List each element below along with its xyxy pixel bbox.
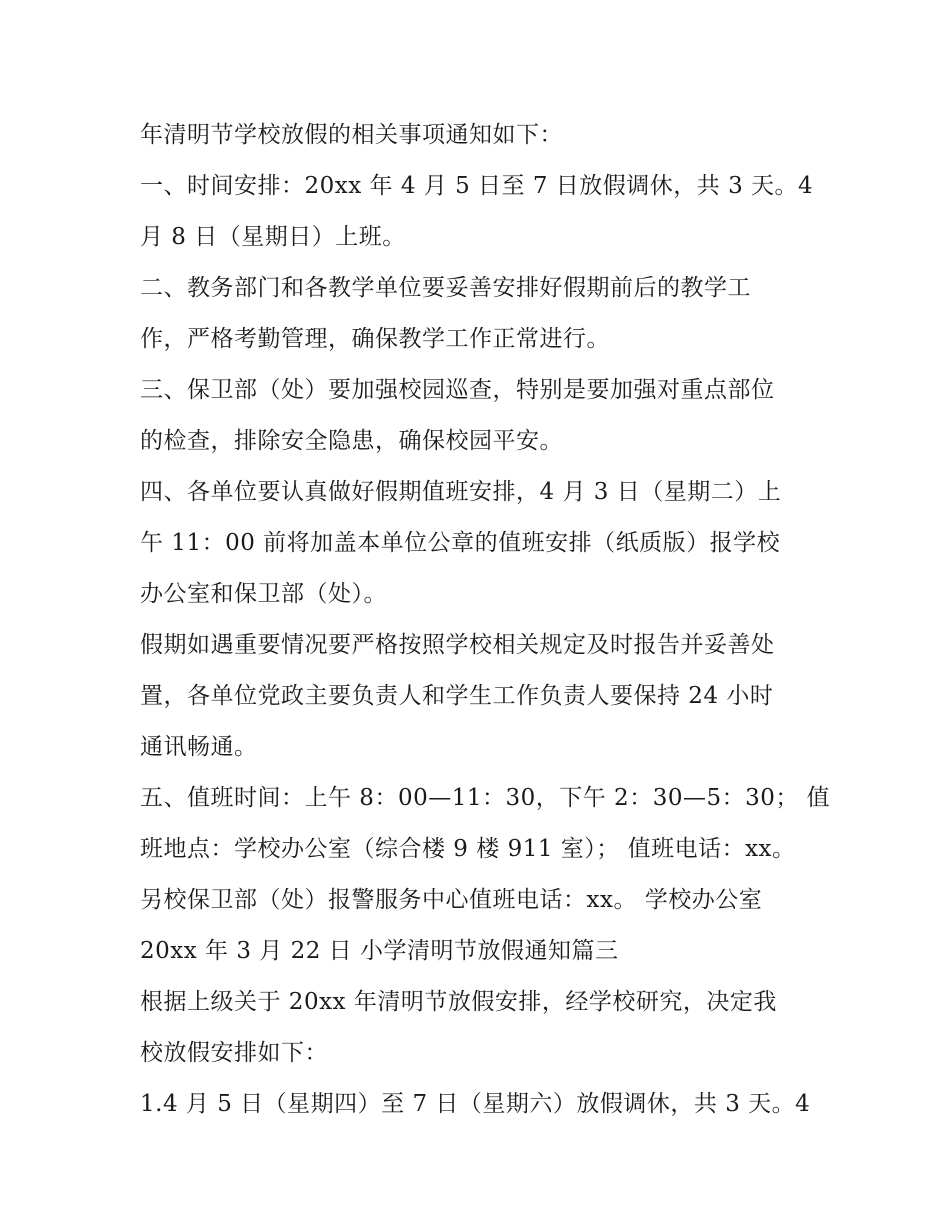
text-line: 办公室和保卫部（处）。 (140, 581, 387, 607)
text-line: 午 11：00 前将加盖本单位公章的值班安排（纸质版）报学校 (140, 530, 781, 556)
text-line: 班地点：学校办公室（综合楼 9 楼 911 室）； 值班电话：xx。 (140, 836, 796, 862)
text-line: 三、保卫部（处）要加强校园巡查，特别是要加强对重点部位 (140, 377, 775, 403)
text-line: 20xx 年 3 月 22 日 小学清明节放假通知篇三 (140, 938, 619, 964)
text-line: 1.4 月 5 日（星期四）至 7 日（星期六）放假调休，共 3 天。4 (140, 1091, 811, 1117)
text-line: 通讯畅通。 (140, 734, 258, 760)
text-line: 二、教务部门和各教学单位要妥善安排好假期前后的教学工 (140, 275, 751, 301)
text-line: 作，严格考勤管理，确保教学工作正常进行。 (140, 326, 610, 352)
text-line: 年清明节学校放假的相关事项通知如下： (140, 122, 563, 148)
document-body (140, 110, 831, 1130)
text-line: 假期如遇重要情况要严格按照学校相关规定及时报告并妥善处 (140, 632, 775, 658)
text-line: 校放假安排如下： (140, 1040, 328, 1066)
text-line: 月 8 日（星期日）上班。 (140, 224, 406, 250)
text-line: 一、时间安排：20xx 年 4 月 5 日至 7 日放假调休，共 3 天。4 (140, 173, 814, 199)
text-line: 的检查，排除安全隐患，确保校园平安。 (140, 428, 563, 454)
text-line: 四、各单位要认真做好假期值班安排，4 月 3 日（星期二）上 (140, 479, 782, 505)
text-line: 另校保卫部（处）报警服务中心值班电话：xx。 学校办公室 (140, 887, 763, 913)
text-line: 置，各单位党政主要负责人和学生工作负责人要保持 24 小时 (140, 683, 774, 709)
text-line: 五、值班时间：上午 8：00—11：30，下午 2：30—5：30； 值 (140, 785, 831, 811)
text-line: 根据上级关于 20xx 年清明节放假安排，经学校研究，决定我 (140, 989, 777, 1015)
